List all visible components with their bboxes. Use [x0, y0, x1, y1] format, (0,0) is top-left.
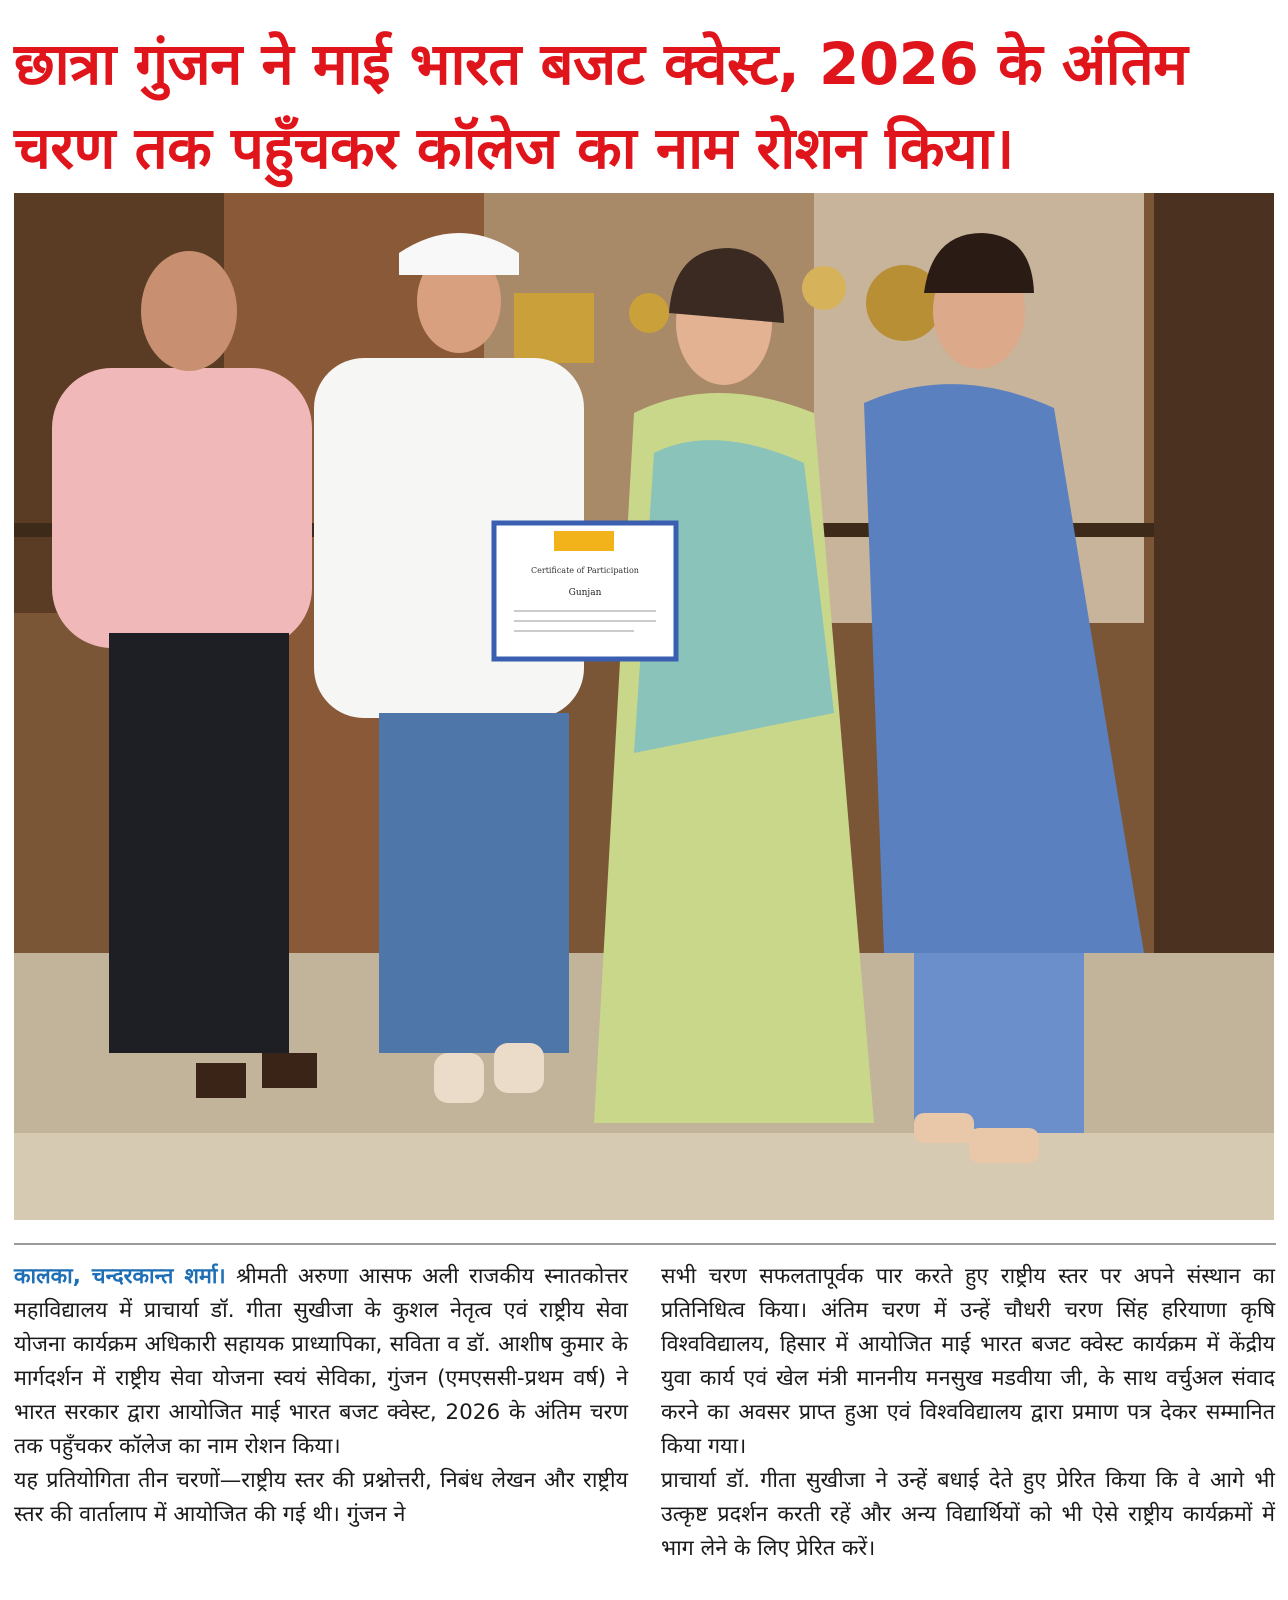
article-paragraph-2: यह प्रतियोगिता तीन चरणों—राष्ट्रीय स्तर की प्रश्नोत्तरी, निबंध लेखन और राष्ट्रीय स्तर की वार्तालाप में आयोजित की गई थी। गुंजन ने	[14, 1468, 628, 1527]
certificate	[494, 523, 676, 659]
news-photo	[14, 193, 1274, 1220]
headline	[14, 22, 1276, 190]
person-1-trousers	[109, 633, 289, 1053]
certificate-title: Certificate of Participation	[531, 566, 639, 575]
headline-line-2: चरण तक पहुँचकर कॉलेज का नाम रोशन किया।	[14, 114, 1014, 182]
article-paragraph-1: कालका, चन्दरकान्त शर्मा। श्रीमती अरुणा आसफ अली राजकीय स्नातकोत्तर महाविद्यालय में प्राचार्या डॉ. गीता सुखीजा के कुशल नेतृत्व एवं राष्ट्रीय सेवा योजना कार्यक्रम अधिकारी सहायक प्राध्यापिका, सविता व डॉ. आशीष कुमार के मार्गदर्शन में राष्ट्रीय सेवा योजना स्वयं सेविका, गुंजन (एमएससी-प्रथम वर्ष) ने भारत सरकार द्वारा आयोजित माई भारत बजट क्वेस्ट, 2026 के अंतिम चरण तक पहुँचकर कॉलेज का नाम रोशन किया।	[14, 1264, 628, 1459]
person-1-face	[141, 251, 237, 371]
dateline: कालका, चन्दरकान्त शर्मा।	[14, 1264, 226, 1289]
article-paragraph-4: प्राचार्या डॉ. गीता सुखीजा ने उन्हें बधाई देते हुए प्रेरित किया कि वे आगे भी उत्कृष्ट प्रदर्शन करती रहें और अन्य विद्यार्थियों को भी ऐसे राष्ट्रीय कार्यक्रमों में भाग लेने के लिए प्रेरित करें।	[661, 1468, 1275, 1561]
photo-illustration	[14, 193, 1274, 1220]
person-2-jeans	[379, 713, 569, 1053]
person-1-shirt	[52, 368, 312, 648]
certificate-recipient: Gunjan	[568, 588, 602, 598]
divider	[14, 1243, 1276, 1245]
article-column-right	[661, 1260, 1275, 1566]
article-column-left	[14, 1260, 628, 1532]
headline-line-1: छात्रा गुंजन ने माई भारत बजट क्वेस्ट, 2026 के अंतिम	[14, 30, 1188, 98]
article-paragraph-3: सभी चरण सफलतापूर्वक पार करते हुए राष्ट्रीय स्तर पर अपने संस्थान का प्रतिनिधित्व किया। अंतिम चरण में उन्हें चौधरी चरण सिंह हरियाणा कृषि विश्वविद्यालय, हिसार में आयोजित माई भारत बजट क्वेस्ट कार्यक्रम में केंद्रीय युवा कार्य एवं खेल मंत्री माननीय मनसुख मडवीया जी, के साथ वर्चुअल संवाद करने का अवसर प्राप्त हुआ एवं विश्वविद्यालय द्वारा प्रमाण पत्र देकर सम्मानित किया गया।	[661, 1264, 1275, 1459]
